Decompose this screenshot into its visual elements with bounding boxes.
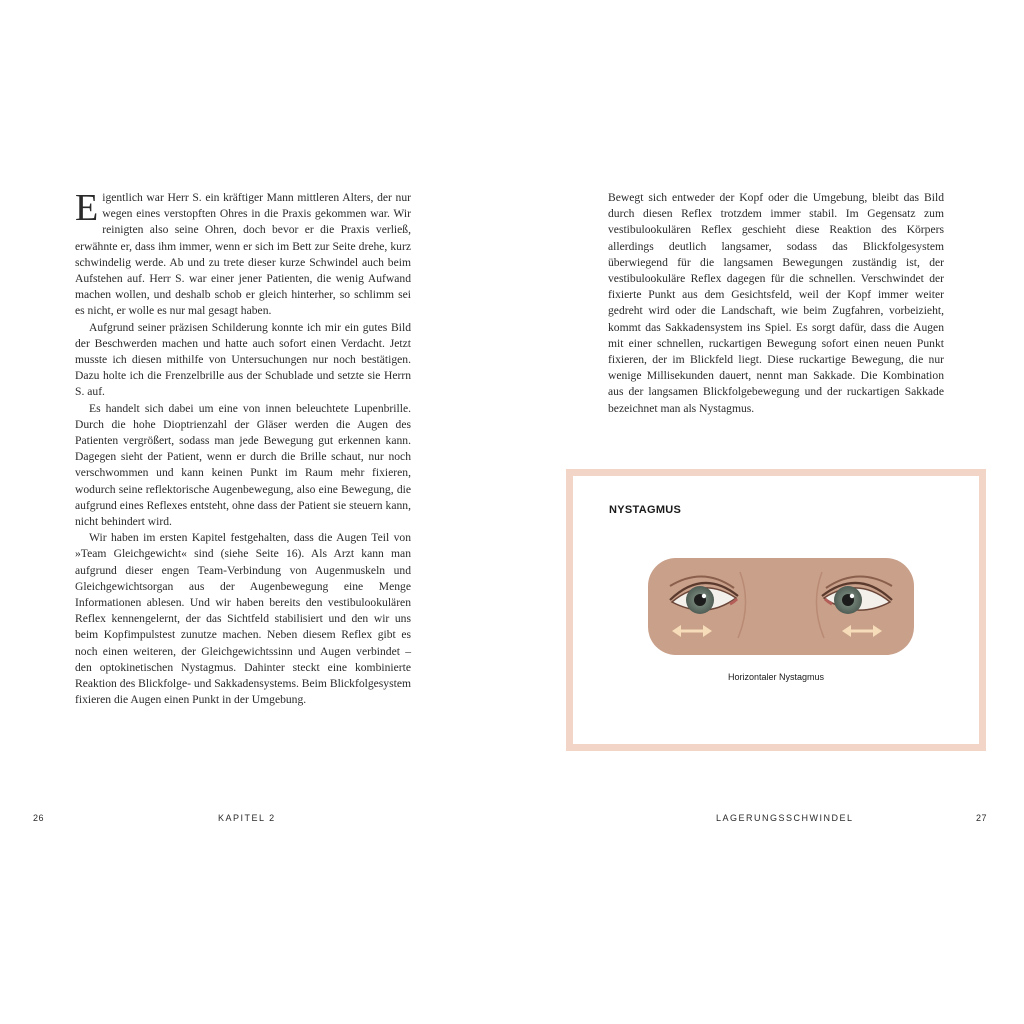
nystagmus-infobox — [566, 469, 986, 751]
eyes-svg — [648, 558, 914, 655]
running-head-right: LAGERUNGSSCHWINDEL — [716, 813, 854, 823]
page-number-right: 27 — [976, 813, 988, 823]
infobox-title: NYSTAGMUS — [609, 504, 682, 516]
paragraph-3: Es handelt sich dabei um eine von innen beleuchtete Lupenbrille. Durch die hohe Dioptrienzahl der Gläser werden die Augen des Patienten vergrößert, sodass man jede Bewegung gut erkennen kann. Dagegen sieht der Patient, wenn er durch die Brille schaut, nur noch verschwommen und kann keinen Punkt im Raum mehr fixieren, wodurch seine reflektorische Augenbewegung, also eine Bewegung, die aufgrund eines Reflexes entsteht, ohne dass der Patient sie steuern kann, nicht behindert wird. — [75, 401, 411, 529]
right-paragraph: Bewegt sich entweder der Kopf oder die Umgebung, bleibt das Bild durch diesen Reflex trotzdem immer stabil. Im Gegensatz zum vestibulookulären Reflex geschieht diese Reaktion des Körpers allerdings deutlich langsamer, sodass das Blickfolgesystem überwiegend für die langsamen Bewegungen zuständig ist, der vestibulookuläre Reflex dagegen für die schnellen. Verschwindet der fixierte Punkt aus dem Gesichtsfeld, weil der Kopf immer weiter gedreht wird oder die Landschaft, wie beim Zugfahren, vorbeizieht, kommt das Sakkadensystem ins Spiel. Es sorgt dafür, dass die Augen mit einer schnellen, ruckartigen Bewegung sofort einen neuen Punkt fixieren, der im Blickfeld liegt. Diese ruckartige Bewegung, die nur wenige Millisekunden dauert, nennt man Sakkade. Die Kombination aus der langsamen Blickfolgebewegung und der ruckartigen Sakkade bezeichnet man als Nystagmus. — [608, 191, 944, 415]
infobox-caption: Horizontaler Nystagmus — [727, 672, 825, 682]
right-page-body — [608, 190, 944, 417]
left-page-body — [75, 187, 411, 709]
eyes-illustration — [648, 558, 914, 655]
running-head-left: KAPITEL 2 — [218, 813, 276, 823]
paragraph-2: Aufgrund seiner präzisen Schilderung konnte ich mir ein gutes Bild der Beschwerden machen und hatte auch sofort einen Verdacht. Jetzt musste ich diesen mithilfe von Untersuchungen nur noch bestätigen. Dazu holte ich die Frenzelbrille aus der Schublade und setzte sie Herrn S. auf. — [75, 320, 411, 399]
paragraph-1: igentlich war Herr S. ein kräftiger Mann mittleren Alters, der nur wegen eines verstopften Ohres in die Praxis gekommen war. Wir reinigten also seine Ohren, doch bevor er die Praxis verließ, erwähnte er, dass ihm immer, wenn er sich im Bett zur Seite drehe, kurz schwindelig werde. Ab und zu trete dieser kurze Schwindel auch beim Aufstehen auf. Herr S. war einer jener Patienten, die wenig Aufwand machen wollen, und deshalb schob er gleich hinterher, so schlimm sei es nicht, er wolle es nur mal gesagt haben. — [75, 191, 411, 318]
page-number-left: 26 — [33, 813, 45, 823]
paragraph-4: Wir haben im ersten Kapitel festgehalten, dass die Augen Teil von »Team Gleichgewicht« sind (siehe Seite 16). Als Arzt kann man aufgrund dieser engen Team-Verbindung von Augenmuskeln und Gleichgewichtsorgan aus der Augenbewegung eine Menge Informationen ablesen. Und wir haben bereits den vestibulookulären Reflex kennengelernt, der das Sichtfeld stabilisiert und den wir uns beim Kopfimpulstest zunutze machen. Neben diesem Reflex gibt es noch einen weiteren, der Gleichgewichtssinn und Augen verbindet – den optokinetischen Nystagmus. Dahinter steckt eine kombinierte Reaktion des Blickfolge- und Sakkadensystems. Beim Blickfolgesystem fixieren die Augen einen Punkt in der Umgebung. — [75, 531, 411, 707]
drop-cap: E — [75, 187, 99, 229]
